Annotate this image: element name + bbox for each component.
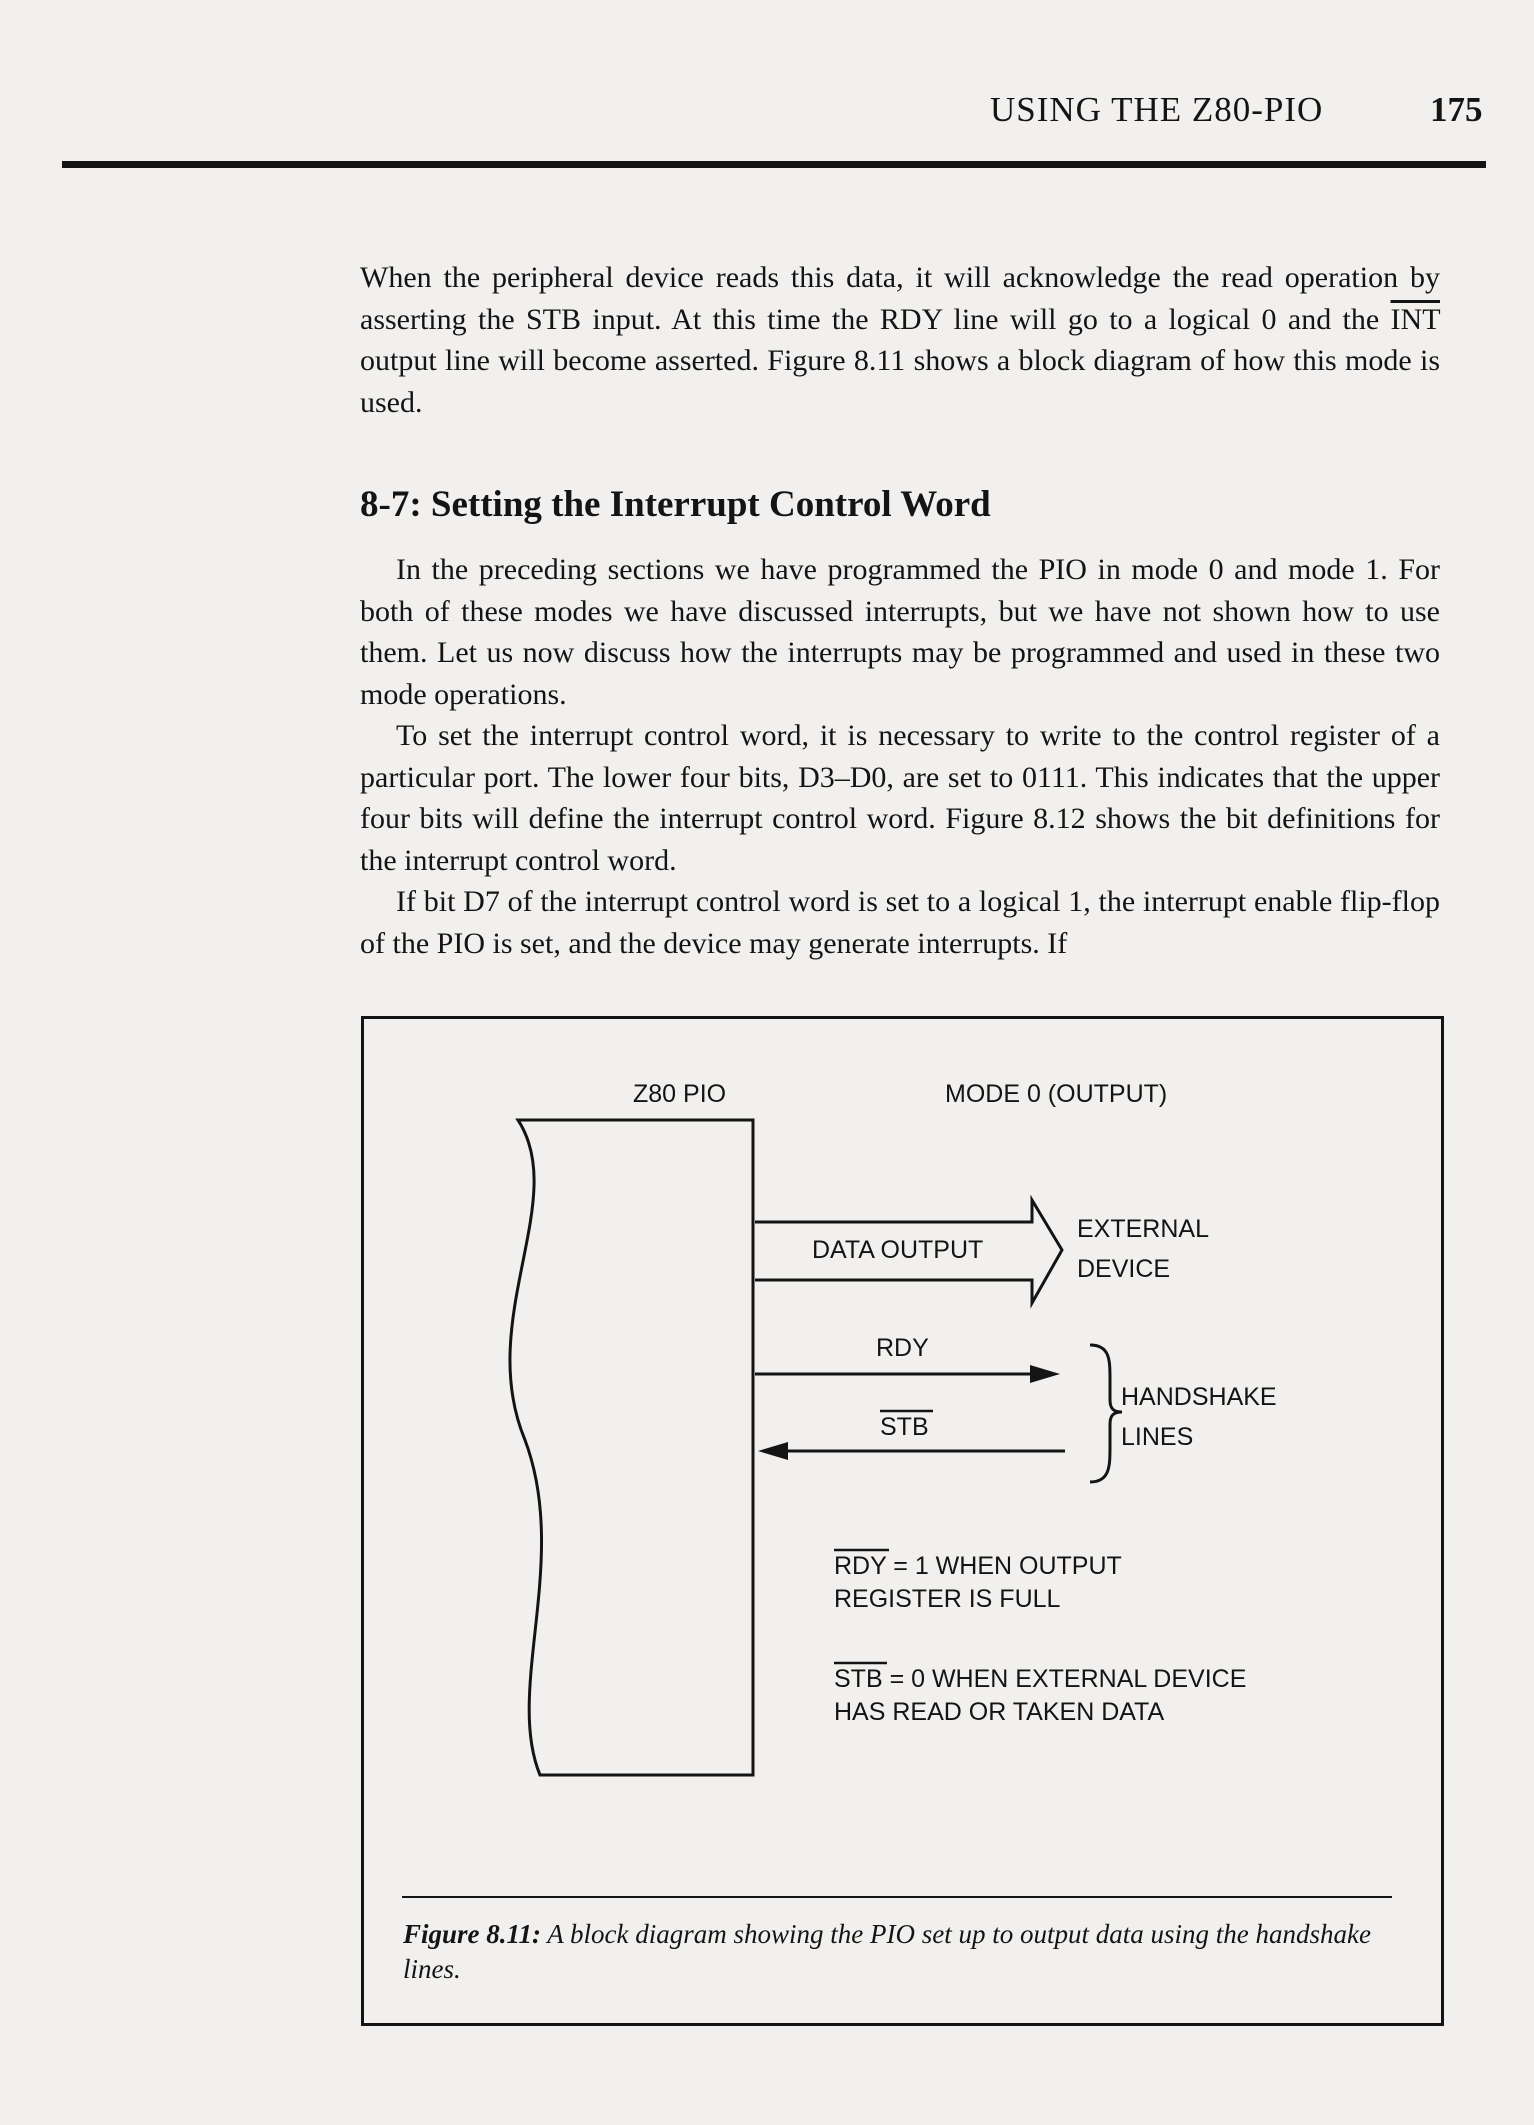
figure-caption: Figure 8.11: A block diagram showing the PIO set up to output data using the handshake lines.	[403, 1919, 1371, 1984]
pio-chip-block	[510, 1120, 753, 1775]
rdy-arrowhead	[1030, 1365, 1060, 1383]
paragraph-set-interrupt-word: To set the interrupt control word, it is necessary to write to the control register of a particular port. The lower four bits, D3–D0, are set to 0111. This indicates that the upper four bits will define the interrupt control word. Figure 8.12 shows the bit definitions for the interrupt control word.	[360, 719, 1440, 877]
figure-caption-label: Figure 8.11:	[403, 1919, 542, 1949]
note-rdy-line2: REGISTER IS FULL	[834, 1585, 1061, 1613]
external-device-label-line1: EXTERNAL	[1077, 1215, 1209, 1243]
external-device-label-line2: DEVICE	[1077, 1255, 1171, 1283]
paragraph-preceding-sections: In the preceding sections we have programmed the PIO in mode 0 and mode 1. For both of these modes we have discussed interrupts, but we have not shown how to use them. Let us now discuss how the interrupts may be programmed and used in these two mode operations.	[360, 553, 1440, 711]
stb-label: STB	[880, 1413, 929, 1441]
page-number: 175	[1430, 90, 1483, 129]
handshake-brace	[1090, 1345, 1122, 1482]
note-stb-line1: STB = 0 WHEN EXTERNAL DEVICE	[834, 1665, 1247, 1693]
mode-label: MODE 0 (OUTPUT)	[945, 1080, 1168, 1108]
rdy-label: RDY	[876, 1334, 929, 1362]
handshake-label-line1: HANDSHAKE	[1121, 1383, 1277, 1411]
paragraph-peripheral-read: When the peripheral device reads this data, it will acknowledge the read operation by asserting the STB input. At this time the RDY line will go to a logical 0 and the $\overline{INT}$ output line will become asserted. Figure 8.11 shows a block diagram of how this mode is used.	[360, 261, 1440, 419]
stb-arrowhead	[758, 1442, 788, 1460]
data-output-label: DATA OUTPUT	[812, 1236, 984, 1264]
int-signal-overlined: $\overline{INT}$	[1390, 302, 1440, 336]
chip-label: Z80 PIO	[633, 1080, 727, 1108]
paragraph-bit-d7: If bit D7 of the interrupt control word is set to a logical 1, the interrupt enable flip-flop of the PIO is set, and the device may generate interrupts. If	[360, 885, 1440, 960]
note-stb-line2: HAS READ OR TAKEN DATA	[834, 1698, 1165, 1726]
section-heading: 8-7: Setting the Interrupt Control Word	[360, 484, 991, 525]
caption-rule	[402, 1896, 1392, 1898]
running-header-title: USING THE Z80-PIO	[990, 90, 1324, 129]
note-rdy-line1: RDY = 1 WHEN OUTPUT	[834, 1552, 1122, 1580]
handshake-label-line2: LINES	[1121, 1423, 1194, 1451]
